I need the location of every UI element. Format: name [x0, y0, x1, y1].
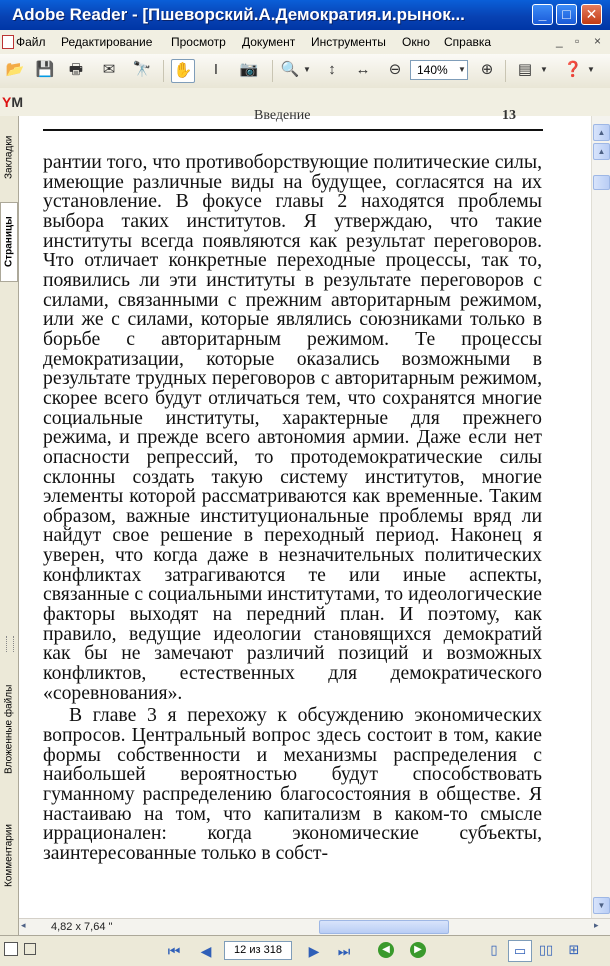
mdi-close-button[interactable]: ×: [594, 34, 602, 48]
page-setup-icon[interactable]: ▤: [517, 61, 533, 78]
tab-bookmarks[interactable]: Закладки: [3, 135, 15, 179]
vertical-scrollbar[interactable]: [591, 116, 610, 918]
navigation-side-tabs: [0, 116, 19, 936]
zoom-dropdown-icon[interactable]: ▼: [458, 65, 466, 74]
title-bar: [0, 0, 610, 30]
running-head: Введение: [254, 108, 311, 123]
page-number: 13: [502, 108, 516, 123]
page-size-label: 4,82 x 7,64 ": [51, 921, 113, 933]
menu-window[interactable]: Окно: [402, 35, 430, 49]
status-bar: [0, 935, 610, 966]
chevron-down-icon[interactable]: ▼: [540, 65, 548, 74]
hand-icon[interactable]: ✋: [171, 59, 195, 83]
paragraph-1: рантии того, что противоборствующие политические силы, имеющие различные виды на будущее, согласятся на их установление. В фокусе главы 2 находятся проблемы выбора таких институтов. Я утверждаю, что такие институты всегда появляются как результат переговоров. Что отличает конкретные переходные процессы, так то, появились ли эти институты в результате переговоров с силами, связанными с прежним авторитарным режимом, или же с силами, которые являлись союзниками только в борьбе с авторитарным режимом. Те процессы демократизации, которые оказались возможными в результате трудных переговоров с авторитарным режимом, скорее всего будут отличаться тем, что сохранятся многие социальные институты, характерные для прежнего режима, и прежде всего автономия армии. Даже если нет опасности репрессий, то протодемократические силы склонны создать такую систему институтов, многие элементы которой рассматриваются как временные. Таким образом, важные институциональные проблемы вряд ли найдут свое решение в переходный период. Наконец я уверен, что когда даже в незначительных политических конфликтах затрагиваются те или иные аспекты, связанные с социальными институтами, то идеологические факторы выходят на передний план. И поэтому, как правило, ведущие идеологии становящихся демократий как бы не замечают различий позиций и возможных конфликтов, естественных для демократического «соревнования».: [43, 151, 542, 704]
search-icon[interactable]: 🔭: [132, 61, 152, 78]
zoom-in-tool-icon[interactable]: 🔍: [280, 61, 300, 78]
scroll-up-icon[interactable]: ▲: [593, 143, 610, 160]
scroll-thumb[interactable]: [593, 175, 610, 190]
menu-tools[interactable]: Инструменты: [311, 35, 386, 49]
tab-comments[interactable]: Комментарии: [3, 824, 15, 888]
chevron-down-icon[interactable]: ▼: [587, 65, 595, 74]
panel-toggle-icon[interactable]: [24, 943, 36, 955]
main-toolbar: [0, 54, 610, 89]
tab-pages[interactable]: Страницы: [0, 202, 18, 282]
minimize-button[interactable]: _: [532, 4, 553, 25]
menu-view[interactable]: Просмотр: [171, 35, 226, 49]
header-rule: [43, 129, 543, 131]
continuous-icon[interactable]: ▭: [508, 940, 532, 962]
open-icon[interactable]: 📂: [5, 61, 25, 78]
menu-document[interactable]: Документ: [242, 35, 296, 49]
scroll-down-icon[interactable]: ▼: [593, 897, 610, 914]
back-icon[interactable]: ◀: [378, 942, 394, 958]
save-icon[interactable]: 💾: [35, 61, 55, 78]
print-icon[interactable]: 🖶: [68, 61, 84, 78]
snapshot-icon[interactable]: 📷: [239, 61, 259, 78]
page-icon[interactable]: [4, 942, 18, 956]
document-view[interactable]: [19, 108, 591, 918]
help-icon[interactable]: ❓: [563, 61, 583, 78]
maximize-button[interactable]: □: [556, 4, 577, 25]
yandex-logo[interactable]: YM: [2, 94, 24, 110]
next-page-icon[interactable]: ▶: [308, 943, 320, 959]
chevron-down-icon[interactable]: ▼: [303, 65, 311, 74]
fit-page-icon[interactable]: ↕: [328, 61, 336, 78]
zoom-out-icon[interactable]: ⊖: [388, 61, 402, 78]
previous-page-icon[interactable]: ◀: [200, 943, 212, 959]
select-text-icon[interactable]: I: [213, 61, 219, 78]
fit-width-icon[interactable]: ↔: [355, 61, 371, 78]
email-icon[interactable]: ✉: [102, 61, 116, 78]
mdi-restore-button[interactable]: ▫: [575, 34, 580, 48]
menu-help[interactable]: Справка: [444, 35, 492, 49]
page-body-text: [43, 153, 542, 864]
panel-resize-grip[interactable]: [6, 636, 14, 652]
mdi-minimize-button[interactable]: _: [556, 34, 563, 48]
close-button[interactable]: ✕: [581, 4, 602, 25]
menu-bar: [0, 30, 610, 55]
first-page-icon[interactable]: ⏮: [167, 943, 181, 959]
scroll-left-icon[interactable]: ◂: [21, 920, 26, 930]
menu-edit[interactable]: Редактирование: [61, 35, 153, 49]
scroll-up-icon[interactable]: ▲: [593, 124, 610, 141]
document-icon[interactable]: [2, 35, 14, 49]
forward-icon[interactable]: ▶: [410, 942, 426, 958]
facing-icon[interactable]: ▯▯: [538, 942, 554, 957]
zoom-input[interactable]: 140%: [410, 60, 468, 80]
single-page-icon[interactable]: ▯: [490, 942, 498, 957]
horizontal-scroll-thumb[interactable]: [319, 920, 449, 934]
zoom-in-icon[interactable]: ⊕: [480, 61, 494, 78]
last-page-icon[interactable]: ⏭: [337, 943, 351, 959]
page-number-input[interactable]: 12 из 318: [224, 941, 292, 960]
paragraph-2: В главе 3 я перехожу к обсуждению экономических вопросов. Центральный вопрос здесь состоит в том, какие формы собственности и механизмы распределения с наибольшей вероятностью будут способствовать гуманному распределению благосостояния в обществе. Я настаиваю на том, что капитализм в каком-то смысле иррационален: когда экономические субъекты, заинтересованные только в собст-: [43, 704, 542, 864]
horizontal-scrollbar[interactable]: [19, 918, 610, 935]
scroll-right-icon[interactable]: ▸: [594, 920, 599, 930]
continuous-facing-icon[interactable]: ⊞: [568, 942, 580, 957]
menu-file[interactable]: Файл: [16, 35, 46, 49]
tab-attachments[interactable]: Вложенные файлы: [3, 684, 15, 774]
window-title: Adobe Reader - [Пшеворский.А.Демократия.и.рынок...: [12, 5, 465, 24]
